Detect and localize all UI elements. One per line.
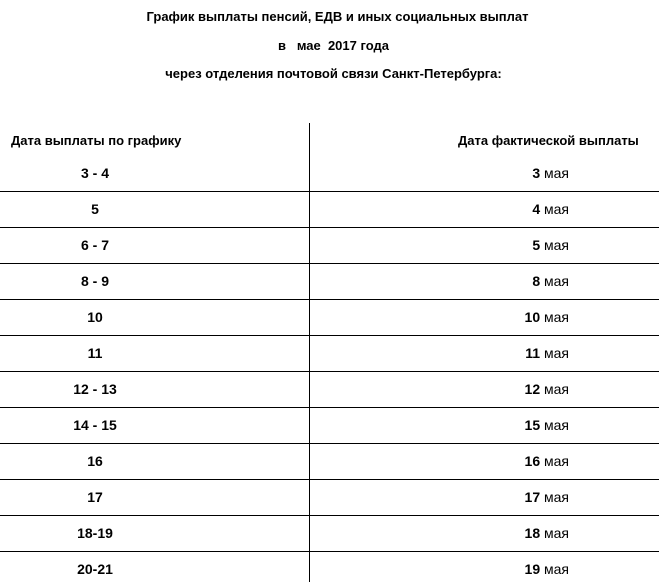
actual-month: мая	[544, 165, 569, 181]
actual-day: 3	[532, 165, 541, 181]
document-subtitle: через отделения почтовой связи Санкт-Петербурга:	[165, 66, 502, 81]
actual-date-cell	[310, 515, 659, 551]
document-title: График выплаты пенсий, ЕДВ и иных социальных выплат	[146, 9, 529, 24]
scheduled-date-cell: 17	[87, 489, 103, 505]
scheduled-date-cell: 3 - 4	[80, 165, 109, 181]
scheduled-date-cell: 16	[87, 453, 103, 469]
actual-month: мая	[544, 345, 569, 361]
scheduled-date-cell: 18-19	[77, 525, 113, 541]
table-row	[0, 371, 659, 407]
actual-date-cell	[310, 155, 659, 191]
actual-day: 10	[524, 309, 541, 325]
header-scheduled-date: Дата выплаты по графику	[11, 133, 182, 148]
actual-date-cell	[310, 263, 659, 299]
scheduled-date-cell: 14 - 15	[73, 417, 117, 433]
actual-month: мая	[544, 201, 569, 217]
actual-date-cell	[310, 227, 659, 263]
actual-day: 18	[524, 525, 541, 541]
table-row	[0, 515, 659, 551]
table-row	[0, 227, 659, 263]
actual-month: мая	[544, 525, 569, 541]
scheduled-date-cell: 5	[91, 201, 99, 217]
scheduled-date-cell: 20-21	[77, 561, 113, 577]
actual-month: мая	[544, 273, 569, 289]
table-row	[0, 191, 659, 227]
actual-day: 11	[525, 345, 541, 361]
actual-date-cell	[310, 479, 659, 515]
table-row	[0, 263, 659, 299]
header-actual-date: Дата фактической выплаты	[458, 133, 639, 148]
actual-month: мая	[544, 237, 569, 253]
actual-date-cell	[310, 407, 659, 443]
scheduled-date-cell: 8 - 9	[80, 273, 109, 289]
actual-day: 16	[524, 453, 541, 469]
table-row	[0, 443, 659, 479]
scheduled-date-cell: 6 - 7	[80, 237, 109, 253]
actual-date-cell	[310, 299, 659, 335]
actual-month: мая	[544, 453, 569, 469]
actual-date-cell	[310, 371, 659, 407]
scheduled-date-cell: 12 - 13	[73, 381, 117, 397]
actual-month: мая	[544, 561, 569, 577]
actual-day: 12	[524, 381, 541, 397]
actual-month: мая	[544, 309, 569, 325]
scheduled-date-cell: 10	[87, 309, 103, 325]
table-row	[0, 407, 659, 443]
actual-day: 8	[532, 273, 541, 289]
table-row	[0, 335, 659, 371]
actual-date-cell	[310, 191, 659, 227]
actual-day: 5	[532, 237, 541, 253]
document-period: в мае 2017 года	[278, 38, 389, 53]
actual-date-cell	[310, 335, 659, 371]
table-row	[0, 299, 659, 335]
actual-month: мая	[544, 489, 569, 505]
actual-date-cell	[310, 443, 659, 479]
actual-month: мая	[544, 381, 569, 397]
actual-day: 19	[524, 561, 541, 577]
table-row	[0, 155, 659, 191]
table-row	[0, 479, 659, 515]
actual-day: 15	[524, 417, 541, 433]
actual-month: мая	[544, 417, 569, 433]
actual-day: 17	[524, 489, 541, 505]
scheduled-date-cell: 11	[87, 345, 103, 361]
actual-day: 4	[532, 201, 541, 217]
